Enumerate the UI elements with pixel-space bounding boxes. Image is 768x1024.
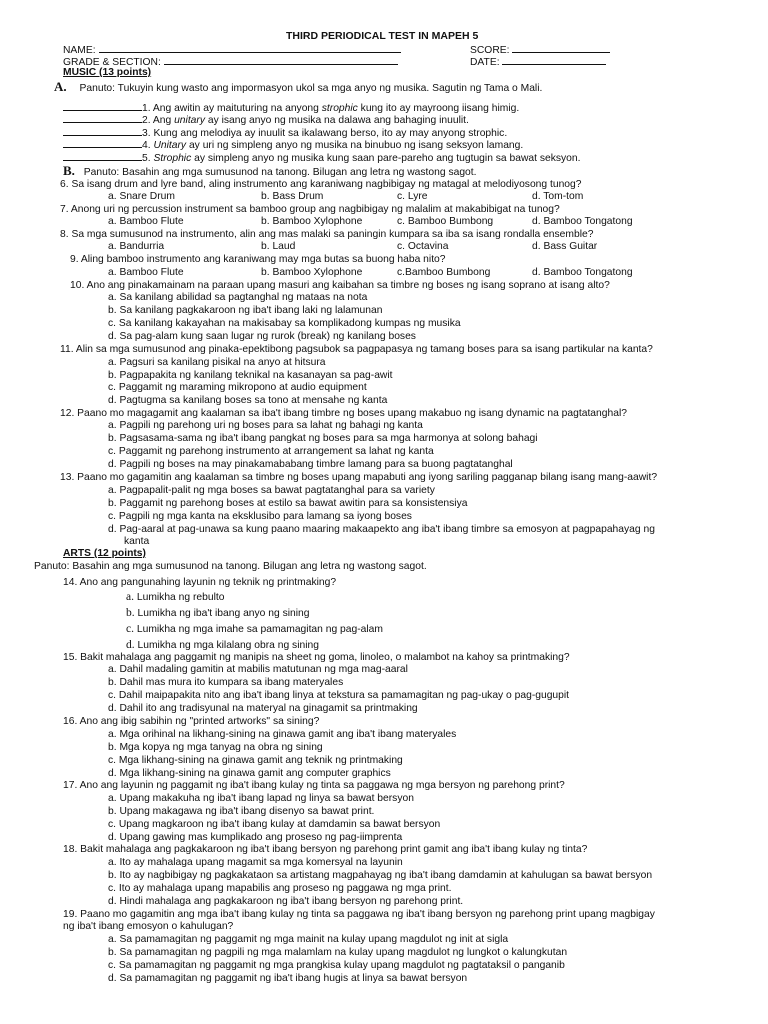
option-d[interactable]: d. Tom-tom — [532, 191, 584, 202]
option-a[interactable]: a. Upang makakuha ng iba't ibang lapad ng linya sa bawat bersyon — [108, 793, 414, 804]
option-d[interactable]: d. Pag-aaral at pag-unawa sa kung paano maaring makaapekto ang iba't ibang timbre sa emosyon at pagpapahayag ng — [108, 524, 655, 535]
option-c[interactable]: c. Octavina — [397, 241, 449, 252]
arts-instruction: Panuto: Basahin ang mga sumusunod na tanong. Bilugan ang letra ng wastong sagot. — [34, 561, 427, 572]
option-c[interactable]: c. Pagpili ng mga kanta na eksklusibo para lamang sa iyong boses — [108, 511, 412, 522]
option-b[interactable]: b. Paggamit ng parehong boses at estilo sa bawat awitin para sa konsistensiya — [108, 498, 468, 509]
tf-item: 5. Strophic ay simpleng anyo ng musika kung saan pare-pareho ang tugtugin sa bawat seksyon. — [63, 151, 581, 165]
option-b[interactable]: b. Lumikha ng iba't ibang anyo ng sining — [126, 607, 310, 619]
option-d[interactable]: d. Bamboo Tongatong — [532, 216, 633, 227]
option-a[interactable]: a. Pagpapalit-palit ng mga boses sa bawat pagtatanghal para sa variety — [108, 485, 435, 496]
partA-letter: A. — [54, 79, 67, 94]
option-a[interactable]: a. Dahil madaling gamitin at mabilis matutunan ng mga mag-aaral — [108, 664, 408, 675]
option-c[interactable]: c. Sa pamamagitan ng paggamit ng mga prangkisa kulay upang magdulot ng pagtataksil o panganib — [108, 960, 565, 971]
option-d[interactable]: d. Mga likhang-sining na ginawa gamit ang computer graphics — [108, 768, 391, 779]
option-c[interactable]: c. Paggamit ng maraming mikropono at audio equipment — [108, 382, 367, 393]
answer-blank[interactable] — [63, 151, 142, 161]
question-7: 7. Anong uri ng percussion instrument sa bamboo group ang nagbibigay ng malalim at makabibigat na tunog? — [60, 204, 560, 215]
option-a[interactable]: a. Pagpili ng parehong uri ng boses para sa lahat ng bahagi ng kanta — [108, 420, 423, 431]
option-c[interactable]: c. Ito ay mahalaga upang mapabilis ang proseso ng paggawa ng mga print. — [108, 883, 452, 894]
question-8: 8. Sa mga sumusunod na instrumento, alin ang mas malaki sa paningin kumpara sa iba sa isang rondalla ensemble? — [60, 229, 594, 240]
grade-label: GRADE & SECTION: — [63, 57, 161, 68]
option-b[interactable]: b. Laud — [261, 241, 296, 252]
question-14: 14. Ano ang pangunahing layunin ng teknik ng printmaking? — [63, 577, 337, 588]
question-11: 11. Alin sa mga sumusunod ang pinaka-epektibong pagsubok sa pagpapasya ng tamang boses para sa isang partikular na kanta? — [60, 344, 653, 355]
option-c[interactable]: c. Bamboo Bumbong — [397, 216, 494, 227]
arts-heading: ARTS (12 points) — [63, 548, 146, 559]
date-label: DATE: — [470, 57, 500, 68]
option-a[interactable]: a. Bamboo Flute — [108, 267, 184, 278]
tf-item: 2. Ang unitary ay isang anyo ng musika na dalawa ang bahaging inuulit. — [63, 113, 469, 127]
tf-item: 4. Unitary ay uri ng simpleng anyo ng musika na binubuo ng isang seksyon lamang. — [63, 138, 523, 152]
answer-blank[interactable] — [63, 138, 142, 148]
date-line — [470, 55, 606, 69]
option-d[interactable]: d. Pagtugma sa kanilang boses sa tono at mensahe ng kanta — [108, 395, 388, 406]
partB-instruction: B. Panuto: Basahin ang mga sumusunod na tanong. Bilugan ang letra ng wastong sagot. — [63, 163, 477, 178]
option-c[interactable]: c. Upang magkaroon ng iba't ibang kulay at damdamin sa bawat bersyon — [108, 819, 441, 830]
question-10: 10. Ano ang pinakamainam na paraan upang masuri ang kaibahan sa timbre ng boses ng isang soprano at isang alto? — [70, 280, 610, 291]
option-d[interactable]: d. Bass Guitar — [532, 241, 598, 252]
option-c[interactable]: c. Lyre — [397, 191, 428, 202]
option-b[interactable]: b. Sa kanilang pagkakaroon ng iba't ibang laki ng lalamunan — [108, 305, 383, 316]
date-field[interactable] — [502, 55, 606, 65]
option-a[interactable]: a. Sa kanilang abilidad sa pagtanghal ng mataas na nota — [108, 292, 368, 303]
option-d-continued: kanta — [124, 536, 150, 547]
option-d[interactable]: d. Sa pag-alam kung saan lugar ng rurok (break) ng kanilang boses — [108, 331, 416, 342]
answer-blank[interactable] — [63, 113, 142, 123]
answer-blank[interactable] — [63, 101, 142, 111]
option-d[interactable]: d. Upang gawing mas kumplikado ang proseso ng pag-iimprenta — [108, 832, 403, 843]
option-c[interactable]: c. Sa kanilang kakayahan na makisabay sa komplikadong kumpas ng musika — [108, 318, 461, 329]
page-title: THIRD PERIODICAL TEST IN MAPEH 5 — [286, 30, 479, 42]
option-a[interactable]: a. Snare Drum — [108, 191, 175, 202]
option-b[interactable]: b. Ito ay nagbibigay ng pagkakataon sa artistang magpahayag ng iba't ibang damdamin at kahulugan sa bawat bersyon — [108, 870, 653, 881]
option-d[interactable]: d. Lumikha ng mga kilalang obra ng sining — [126, 639, 319, 651]
option-d[interactable]: d. Sa pamamagitan ng paggamit ng iba't ibang hugis at linya sa bawat bersyon — [108, 973, 468, 984]
option-b[interactable]: b. Pagpapakita ng kanilang teknikal na kasanayan sa pag-awit — [108, 370, 393, 381]
option-a[interactable]: a. Bamboo Flute — [108, 216, 184, 227]
question-9: 9. Aling bamboo instrumento ang karaniwang may mga butas sa buong haba nito? — [70, 254, 446, 265]
option-c[interactable]: c. Paggamit ng parehong instrumento at arrangement sa lahat ng kanta — [108, 446, 434, 457]
name-field[interactable] — [99, 43, 401, 53]
partA-instruction: A. Panuto: Tukuyin kung wasto ang impormasyon ukol sa mga anyo ng musika. Sagutin ng Tama o Mali. — [54, 79, 543, 94]
option-a[interactable]: a. Ito ay mahalaga upang magamit sa mga komersyal na layunin — [108, 857, 403, 868]
option-d[interactable]: d. Hindi mahalaga ang pagkakaroon ng iba't ibang bersyon ng parehong print. — [108, 896, 464, 907]
option-b[interactable]: b. Pagsasama-sama ng iba't ibang pangkat ng boses para sa mga harmonya at solong bahagi — [108, 433, 538, 444]
option-d[interactable]: d. Pagpili ng boses na may pinakamababang timbre lamang para sa buong pagtatanghal — [108, 459, 513, 470]
question-6: 6. Sa isang drum and lyre band, aling instrumento ang karaniwang nagbibigay ng matagal at melodiyosong tunog? — [60, 179, 582, 190]
tf-item: 3. Kung ang melodiya ay inuulit sa ikalawang berso, ito ay may anyong strophic. — [63, 126, 507, 140]
option-c[interactable]: c. Mga likhang-sining na ginawa gamit ang teknik ng printmaking — [108, 755, 403, 766]
score-field[interactable] — [512, 43, 610, 53]
question-13: 13. Paano mo gagamitin ang kaalaman sa timbre ng boses upang mapabuti ang iyong sariling pagganap bilang isang mang-aawit? — [60, 472, 658, 483]
answer-blank[interactable] — [63, 126, 142, 136]
question-17: 17. Ano ang layunin ng paggamit ng iba't ibang kulay ng tinta sa paggawa ng mga bersyon ng parehong print? — [63, 780, 565, 791]
question-16: 16. Ano ang ibig sabihin ng "printed artworks" sa sining? — [63, 716, 320, 727]
music-heading: MUSIC (13 points) — [63, 67, 152, 78]
partB-letter: B. — [63, 163, 75, 178]
option-a[interactable]: a. Sa pamamagitan ng paggamit ng mga mainit na kulay upang magdulot ng init at sigla — [108, 934, 509, 945]
option-b[interactable]: b. Sa pamamagitan ng pagpili ng mga malamlam na kulay upang magdulot ng lungkot o kalungkutan — [108, 947, 568, 958]
option-a[interactable]: a. Pagsuri sa kanilang pisikal na anyo at hitsura — [108, 357, 326, 368]
option-a[interactable]: a. Bandurria — [108, 241, 165, 252]
option-c[interactable]: c. Dahil maipapakita nito ang iba't ibang linya at tekstura sa pamamagitan ng pag-ukay o pag-gugupit — [108, 690, 570, 701]
question-19: 19. Paano mo gagamitin ang mga iba't ibang kulay ng tinta sa paggawa ng iba't ibang bersyon ng parehong print upang magbigay — [63, 909, 655, 920]
option-b[interactable]: b. Mga kopya ng mga tanyag na obra ng sining — [108, 742, 323, 753]
option-b[interactable]: b. Bass Drum — [261, 191, 324, 202]
grade-section-field[interactable] — [164, 55, 398, 65]
question-18: 18. Bakit mahalaga ang pagkakaroon ng iba't ibang bersyon ng parehong print gamit ang iba't ibang kulay ng tinta? — [63, 844, 588, 855]
option-b[interactable]: b. Dahil mas mura ito kumpara sa ibang materyales — [108, 677, 344, 688]
name-label: NAME: — [63, 45, 96, 56]
question-19-continued: ng iba't ibang emosyon o kahulugan? — [63, 921, 234, 932]
option-d[interactable]: d. Dahil ito ang tradisyunal na materyal na ginagamit sa printmaking — [108, 703, 418, 714]
tf-item: 1. Ang awitin ay maituturing na anyong strophic kung ito ay mayroong iisang himig. — [63, 101, 519, 115]
question-15: 15. Bakit mahalaga ang paggamit ng manipis na sheet ng goma, linoleo, o malambot na kahoy sa printmaking? — [63, 652, 570, 663]
option-b[interactable]: b. Upang makagawa ng iba't ibang disenyo sa bawat print. — [108, 806, 375, 817]
question-12: 12. Paano mo magagamit ang kaalaman sa iba't ibang timbre ng boses upang makabuo ng isang dynamic na pagtatanghal? — [60, 408, 627, 419]
option-c[interactable]: c. Lumikha ng mga imahe sa pamamagitan ng pag-alam — [126, 623, 383, 635]
option-a[interactable]: a. Lumikha ng rebulto — [126, 591, 225, 603]
option-b[interactable]: b. Bamboo Xylophone — [261, 216, 363, 227]
option-a[interactable]: a. Mga orihinal na likhang-sining na ginawa gamit ang iba't ibang materyales — [108, 729, 457, 740]
option-c[interactable]: c.Bamboo Bumbong — [397, 267, 491, 278]
option-d[interactable]: d. Bamboo Tongatong — [532, 267, 633, 278]
score-label: SCORE: — [470, 45, 510, 56]
option-b[interactable]: b. Bamboo Xylophone — [261, 267, 363, 278]
